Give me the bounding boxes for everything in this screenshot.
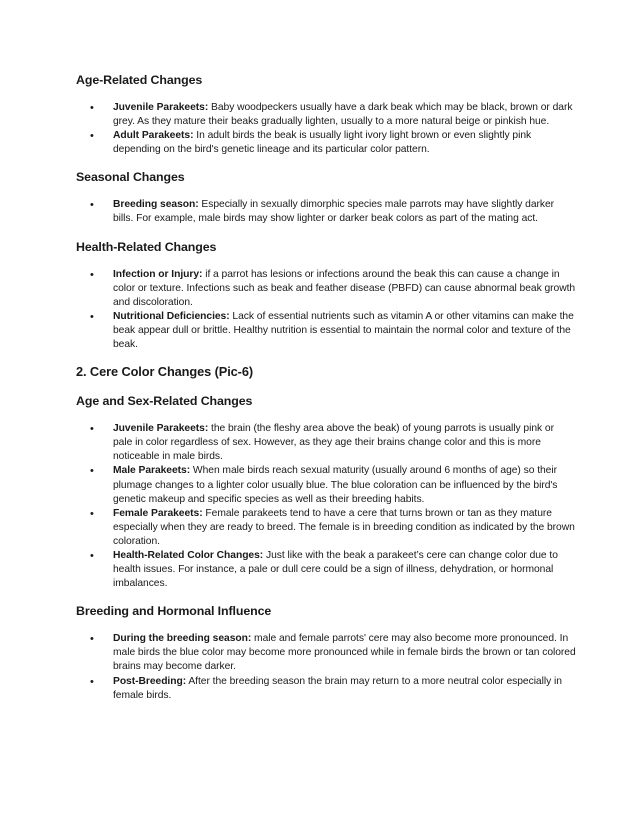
item-text: After the breeding season the brain may return to a more neutral color especially in female birds. bbox=[113, 675, 562, 701]
section-heading-seasonal: Seasonal Changes bbox=[76, 170, 185, 185]
item-text: if a parrot has lesions or infections around the beak this can cause a change in color or texture. Infections such as beak and feather disease (PBFD) can cause abnormal beak growth and discoloration. bbox=[113, 268, 576, 308]
list-item bbox=[76, 129, 576, 157]
item-text: Lack of essential nutrients such as vitamin A or other vitamins can make the beak appear dull or brittle. Healthy nutrition is essential to maintain the normal color and texture of the beak. bbox=[113, 310, 574, 351]
list-item bbox=[76, 549, 576, 591]
list-item bbox=[76, 422, 576, 464]
list-item bbox=[76, 507, 576, 549]
item-term: During the breeding season: bbox=[113, 633, 252, 645]
item-text: Especially in sexually dimorphic species male parrots may have slightly darker bills. For example, male birds may show lighter or darker beak colors as part of the mating act. bbox=[113, 199, 555, 225]
item-term: Male Parakeets: bbox=[113, 465, 191, 477]
item-text: male and female parrots' cere may also become more pronounced. In male birds the blue color may become more pronounced while in female birds the brown or tan colored brains may become darker. bbox=[113, 633, 576, 673]
item-text: Baby woodpeckers usually have a dark beak which may be black, brown or dark grey. As they mature their beaks gradually lighten, usually to a more natural beige or pinkish hue. bbox=[113, 102, 573, 128]
section-heading-age-related: Age-Related Changes bbox=[76, 73, 203, 87]
list-item bbox=[76, 675, 576, 703]
item-text: Female parakeets tend to have a cere that turns brown or tan as they mature especially when they are ready to breed. The female is in breeding condition as indicated by the brown coloration. bbox=[113, 507, 575, 547]
item-term: Infection or Injury: bbox=[113, 268, 203, 280]
bullet-list-breeding-hormonal bbox=[76, 632, 576, 702]
item-text: In adult birds the beak is usually light ivory light brown or even slightly pink depending on the bird's genetic lineage and its particular color pattern. bbox=[113, 130, 532, 156]
major-heading-cere-color: 2. Cere Color Changes (Pic-6) bbox=[76, 364, 254, 380]
list-item bbox=[76, 198, 576, 226]
item-text: the brain (the fleshy area above the beak) of young parrots is usually pink or pale in color regardless of sex. However, as they age their brains change color and this is more noticeable in male birds. bbox=[113, 423, 554, 463]
bullet-list-seasonal bbox=[76, 198, 576, 226]
list-item bbox=[76, 310, 576, 352]
list-item bbox=[76, 464, 576, 506]
section-heading-age-sex: Age and Sex-Related Changes bbox=[76, 394, 253, 409]
bullet-list-health-related bbox=[76, 268, 576, 353]
item-text: When male birds reach sexual maturity (usually around 6 months of age) so their plumage changes to a lighter color usually blue. The blue coloration can be influenced by the bird's genetic makeup and specific species as well as their breeding habits. bbox=[113, 465, 558, 505]
item-term: Juvenile Parakeets: bbox=[113, 102, 209, 113]
list-item bbox=[76, 101, 576, 129]
section-heading-health-related: Health-Related Changes bbox=[76, 239, 217, 254]
item-term: Juvenile Parakeets: bbox=[113, 423, 209, 435]
item-term: Female Parakeets: bbox=[113, 507, 203, 519]
item-term: Health-Related Color Changes: bbox=[113, 549, 264, 561]
item-term: Breeding season: bbox=[113, 199, 199, 211]
document-page bbox=[76, 72, 576, 703]
item-term: Adult Parakeets: bbox=[113, 130, 194, 142]
item-term: Nutritional Deficiencies: bbox=[113, 310, 230, 322]
list-item bbox=[76, 632, 576, 674]
list-item bbox=[76, 268, 576, 310]
bullet-list-age-sex bbox=[76, 422, 576, 591]
section-heading-breeding-hormonal: Breeding and Hormonal Influence bbox=[76, 604, 272, 619]
item-text: Just like with the beak a parakeet’s cere can change color due to health issues. For instance, a pale or dull cere could be a sign of illness, dehydration, or hormonal imbalances. bbox=[113, 549, 558, 590]
bullet-list-age-related bbox=[76, 101, 576, 157]
item-term: Post-Breeding: bbox=[113, 675, 187, 687]
